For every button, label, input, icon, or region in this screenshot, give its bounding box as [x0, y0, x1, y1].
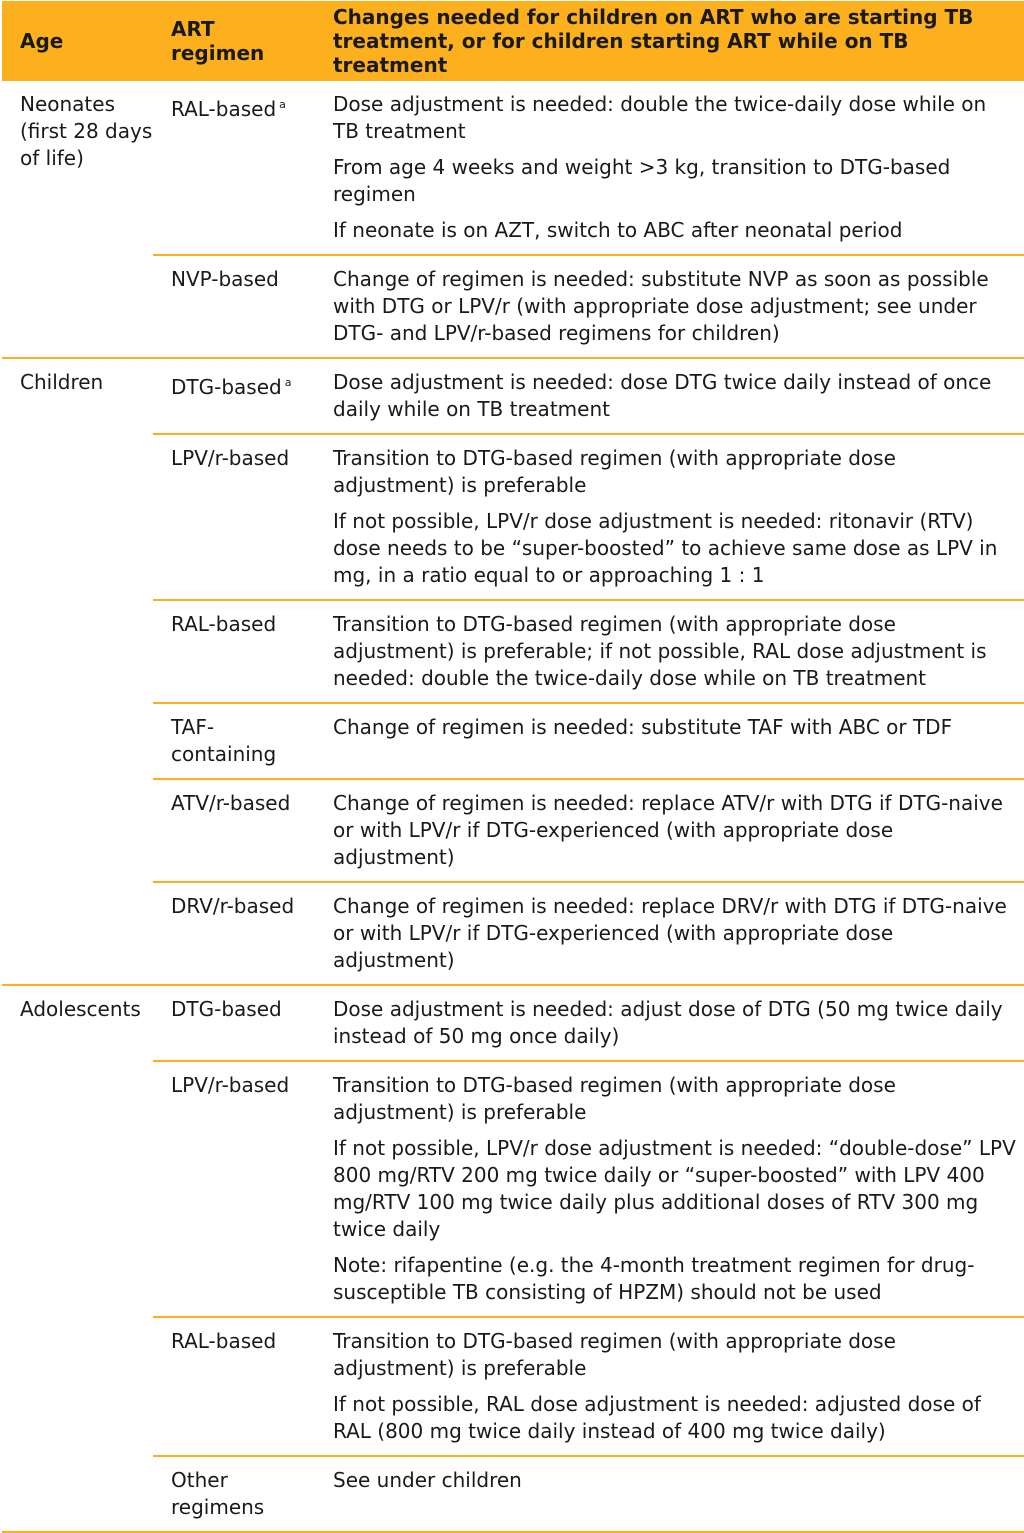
regimen-label: RAL-based: [171, 97, 277, 121]
table-row: [153, 81, 1024, 254]
age-group: [2, 986, 1024, 1533]
changes-paragraph: Change of regimen is needed: substitute NVP as soon as possible with DTG or LPV/r (with appropriate dose adjustment; see under DTG- and LPV/r-based regimens for children): [333, 267, 989, 345]
regimen-label: LPV/r-based: [171, 1073, 290, 1097]
regimen-cell: [153, 986, 314, 1060]
regimen-label: TAF-containing: [171, 715, 277, 766]
age-group: [2, 359, 1024, 986]
regimen-label: Other regimens: [171, 1468, 265, 1519]
footnote-marker: a: [279, 98, 286, 111]
changes-cell: [314, 704, 1024, 778]
changes-paragraph: Transition to DTG-based regimen (with appropriate dose adjustment) is preferable: [333, 446, 896, 497]
changes-paragraph: If not possible, LPV/r dose adjustment is needed: ritonavir (RTV) dose needs to be “super-boosted” to achieve same dose as LPV in mg, in a ratio equal to or approaching 1 : 1: [333, 509, 998, 587]
changes-cell: [314, 780, 1024, 881]
changes-paragraph: Transition to DTG-based regimen (with appropriate dose adjustment) is preferable: [333, 1329, 896, 1380]
changes-cell: [314, 1457, 1024, 1531]
changes-paragraph: Change of regimen is needed: replace DRV/r with DTG if DTG-naive or with LPV/r if DTG-experienced (with appropriate dose adjustment): [333, 894, 1007, 972]
table-row: [153, 1455, 1024, 1531]
regimen-cell: [153, 1062, 314, 1316]
age-cell: Adolescents: [20, 997, 141, 1021]
changes-cell: [314, 81, 1024, 254]
regimen-cell: [153, 601, 314, 702]
regimen-cell: [153, 883, 314, 984]
changes-cell: [314, 601, 1024, 702]
footnote-marker: a: [284, 376, 292, 389]
age-cell: Children: [20, 370, 104, 394]
table-row: [153, 881, 1024, 984]
changes-paragraph: Note: rifapentine (e.g. the 4-month treatment regimen for drug-susceptible TB consisting of HPZM) should not be used: [333, 1253, 975, 1304]
regimen-cell: [153, 704, 314, 778]
changes-cell: [314, 359, 1024, 433]
changes-paragraph: Dose adjustment is needed: dose DTG twice daily instead of once daily while on TB treatment: [333, 370, 992, 421]
regimen-cell: [153, 256, 314, 357]
changes-cell: [314, 1318, 1024, 1455]
regimen-label: LPV/r-based: [171, 446, 290, 470]
changes-paragraph: Transition to DTG-based regimen (with appropriate dose adjustment) is preferable: [333, 1073, 896, 1124]
regimen-label: RAL-based: [171, 612, 277, 636]
regimen-label: DTG-based: [171, 375, 282, 399]
table-row: [153, 986, 1024, 1060]
changes-cell: [314, 435, 1024, 599]
table-row: [153, 254, 1024, 357]
regimen-cell: [153, 780, 314, 881]
table-body: [2, 81, 1024, 1533]
art-tb-regimen-table: [2, 1, 1024, 1533]
age-group: [2, 81, 1024, 359]
changes-paragraph: From age 4 weeks and weight >3 kg, transition to DTG-based regimen: [333, 155, 951, 206]
regimen-label: ATV/r-based: [171, 791, 291, 815]
table-row: [153, 599, 1024, 702]
regimen-cell: [153, 1318, 314, 1455]
regimen-label: RAL-based: [171, 1329, 277, 1353]
regimen-cell: [153, 359, 314, 433]
table-header: [2, 1, 1024, 81]
changes-paragraph: See under children: [333, 1468, 522, 1492]
changes-paragraph: Dose adjustment is needed: double the twice-daily dose while on TB treatment: [333, 92, 987, 143]
changes-paragraph: If neonate is on AZT, switch to ABC after neonatal period: [333, 218, 903, 242]
regimen-label: NVP-based: [171, 267, 279, 291]
table-row: [153, 1316, 1024, 1455]
regimen-label: DRV/r-based: [171, 894, 295, 918]
regimen-cell: [153, 1457, 314, 1531]
table-row: [153, 359, 1024, 433]
changes-cell: [314, 986, 1024, 1060]
changes-paragraph: Dose adjustment is needed: adjust dose of DTG (50 mg twice daily instead of 50 mg once daily): [333, 997, 1003, 1048]
table-row: [153, 1060, 1024, 1316]
table-row: [153, 702, 1024, 778]
changes-paragraph: Transition to DTG-based regimen (with appropriate dose adjustment) is preferable; if not possible, RAL dose adjustment is needed: double the twice-daily dose while on TB treatment: [333, 612, 987, 690]
changes-paragraph: Change of regimen is needed: substitute TAF with ABC or TDF: [333, 715, 953, 739]
regimen-label: DTG-based: [171, 997, 282, 1021]
header-changes: Changes needed for children on ART who are starting TB treatment, or for children starting ART while on TB treatment: [333, 5, 974, 77]
table-row: [153, 433, 1024, 599]
header-age: Age: [20, 29, 64, 53]
changes-cell: [314, 883, 1024, 984]
changes-cell: [314, 256, 1024, 357]
changes-paragraph: If not possible, LPV/r dose adjustment is needed: “double-dose” LPV 800 mg/RTV 200 mg twice daily or “super-boosted” with LPV 400 mg/RTV 100 mg twice daily plus additional doses of RTV 300 mg twice daily: [333, 1136, 1016, 1241]
changes-paragraph: If not possible, RAL dose adjustment is needed: adjusted dose of RAL (800 mg twice daily instead of 400 mg twice daily): [333, 1392, 981, 1443]
changes-cell: [314, 1062, 1024, 1316]
regimen-cell: [153, 435, 314, 599]
regimen-cell: [153, 81, 314, 254]
age-cell: Neonates (first 28 days of life): [20, 92, 153, 170]
header-regimen: ART regimen: [171, 17, 265, 65]
changes-paragraph: Change of regimen is needed: replace ATV/r with DTG if DTG-naive or with LPV/r if DTG-experienced (with appropriate dose adjustment): [333, 791, 1003, 869]
table-row: [153, 778, 1024, 881]
